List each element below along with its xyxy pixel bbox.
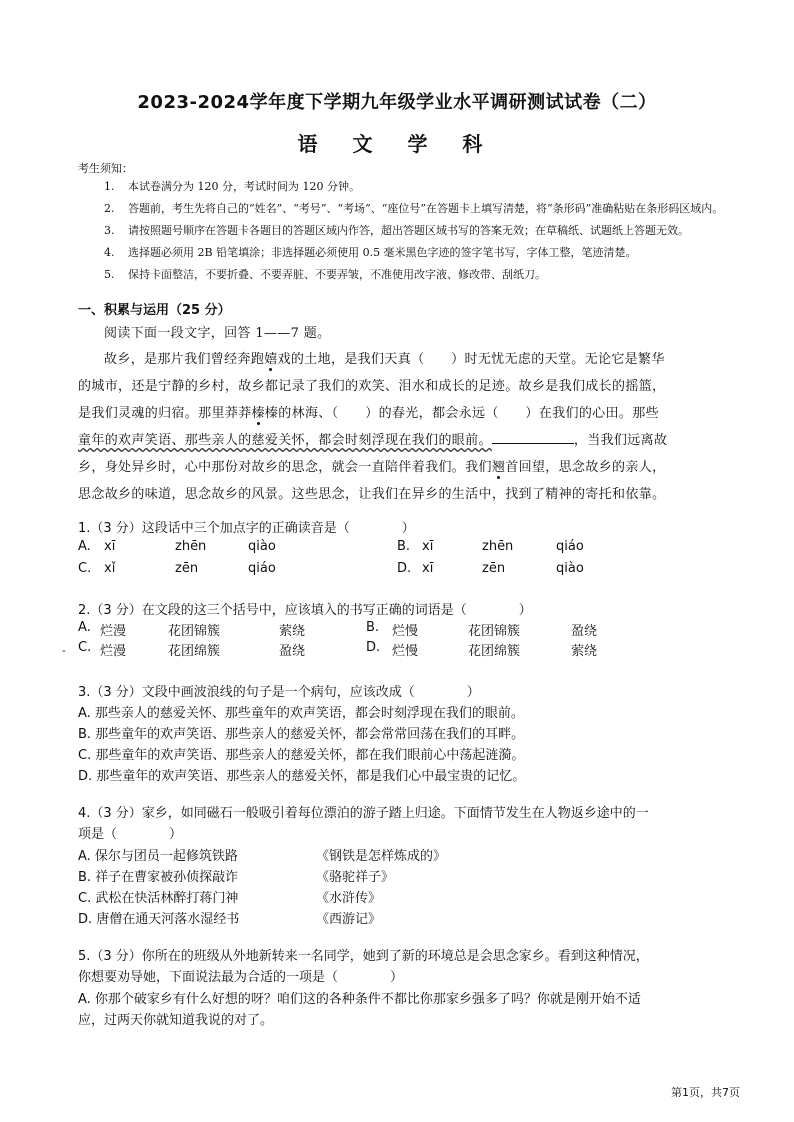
- q3-option-c: C. 那些童年的欢声笑语、那些亲人的慈爱关怀，都在我们眼前心中荡起涟漪。: [78, 748, 525, 763]
- subject-title: 语 文 学 科: [297, 132, 497, 156]
- notice-item: [104, 242, 744, 264]
- q2-option-a-3: 萦绕: [279, 624, 306, 639]
- q2-option-b-2: 花团锦簇: [468, 624, 521, 639]
- question-1-stem: 1.（3 分）这段话中三个加点字的正确读音是（ ）: [78, 521, 415, 536]
- notice-text: 答题前，考生先将自己的“姓名”、“考号”、“考场”、“座位号”在答题卡上填写清楚，将“条形码”准确粘贴在条形码区域内。: [128, 202, 724, 215]
- q1-option-c-3: qiáo: [248, 561, 276, 576]
- q4-option-d-book: 《西游记》: [316, 912, 382, 927]
- section-heading: 一、积累与运用（25 分）: [78, 303, 231, 318]
- answer-blank: [492, 431, 574, 444]
- q1-option-c-1: xǐ: [104, 561, 116, 576]
- q1-option-c-label: C.: [78, 561, 92, 576]
- q5-option-a-line-1: A. 你那个破家乡有什么好想的呀？咱们这的各种条件不都比你那家乡强多了吗？你就是刚开始不适: [78, 992, 641, 1007]
- q2-option-b-3: 盈绕: [571, 624, 598, 639]
- q4-option-b: B. 祥子在曹家被孙侦探敲诈: [78, 870, 239, 885]
- dotted-char: 嬉: [264, 352, 278, 367]
- q4-option-b-book: 《骆驼祥子》: [316, 870, 395, 885]
- q1-option-a-1: xī: [104, 539, 116, 554]
- passage-line-6: 思念故乡的味道，思念故乡的风景。这些思念，让我们在异乡的生活中，找到了精神的寄托和依靠。: [78, 487, 666, 502]
- q2-option-a-label: A.: [78, 620, 91, 635]
- q4-option-a: A. 保尔与团员一起修筑铁路: [78, 849, 238, 864]
- notice-num: 3.: [104, 224, 115, 237]
- passage-line-5: 乡，身处异乡时，心中那份对故乡的思念，就会一直陪伴着我们。我们翘首回望，思念故乡的亲人，: [78, 460, 666, 475]
- question-5-stem-1: 5.（3 分）你所在的班级从外地新转来一名同学，她到了新的环境总是会思念家乡。看到这种情况，: [78, 949, 649, 964]
- passage-line-4: 童年的欢声笑语、那些亲人的慈爱关怀，都会时刻浮现在我们的眼前。 ，当我们远离故: [78, 433, 668, 448]
- notice-num: 2.: [104, 202, 115, 215]
- q1-option-d-2: zēn: [482, 561, 506, 576]
- q4-option-c-book: 《水浒传》: [316, 891, 382, 906]
- notice-num: 1.: [104, 180, 115, 193]
- q5-option-a-line-2: 应，过两天你就知道我说的对了。: [78, 1013, 274, 1028]
- question-4-stem-1: 4.（3 分）家乡，如同磁石一般吸引着每位漂泊的游子踏上归途。下面情节发生在人物返乡途中的一: [78, 806, 649, 821]
- wavy-underlined-sentence: 童年的欢声笑语、那些亲人的慈爱关怀，都会时刻浮现在我们的眼前。: [78, 433, 492, 448]
- q2-option-c-label: C.: [78, 640, 92, 655]
- dotted-char: 榛: [251, 406, 265, 421]
- q4-option-d: D. 唐僧在通天河落水湿经书: [78, 912, 240, 927]
- q3-option-b: B. 那些童年的欢声笑语、那些亲人的慈爱关怀，都会常常回荡在我们的耳畔。: [78, 727, 525, 742]
- notice-text: 保持卡面整洁，不要折叠、不要弄脏、不要弄皱，不准使用改字液、修改带、刮纸刀。: [128, 268, 546, 281]
- passage-line-2: 的城市，还是宁静的乡村，故乡都记录了我们的欢笑、泪水和成长的足迹。故乡是我们成长的摇篮，: [78, 379, 666, 394]
- q1-option-b-3: qiáo: [556, 539, 584, 554]
- margin-mark: -: [62, 644, 66, 657]
- notice-item: [104, 264, 744, 286]
- exam-title: 2023-2024学年度下学期九年级学业水平调研测试试卷（二）: [137, 92, 657, 113]
- question-5-stem-2: 你想要劝导她，下面说法最为合适的一项是（ ）: [78, 970, 404, 985]
- q1-option-d-1: xī: [422, 561, 434, 576]
- q1-option-b-1: xī: [422, 539, 434, 554]
- notice-item: [104, 198, 744, 220]
- question-2-stem: 2.（3 分）在文段的这三个括号中，应该填入的书写正确的词语是（ ）: [78, 603, 532, 618]
- q1-option-b-2: zhēn: [482, 539, 514, 554]
- q2-option-d-label: D.: [366, 640, 381, 655]
- q4-option-a-book: 《钢铁是怎样炼成的》: [316, 849, 447, 864]
- passage-intro: 阅读下面一段文字，回答 1——7 题。: [104, 326, 331, 341]
- q2-option-d-2: 花团绵簇: [468, 644, 521, 659]
- q2-option-c-1: 烂漫: [100, 644, 127, 659]
- q2-option-b-1: 烂慢: [392, 624, 419, 639]
- notice-item: [104, 176, 744, 198]
- q1-option-a-label: A.: [78, 539, 91, 554]
- q1-option-d-label: D.: [397, 561, 412, 576]
- q1-option-a-2: zhēn: [175, 539, 207, 554]
- notice-text: 本试卷满分为 120 分，考试时间为 120 分钟。: [128, 180, 360, 193]
- q3-option-d: D. 那些童年的欢声笑语、那些亲人的慈爱关怀，都是我们心中最宝贵的记忆。: [78, 769, 526, 784]
- q1-option-b-label: B.: [397, 539, 411, 554]
- q2-option-b-label: B.: [366, 620, 380, 635]
- passage-line-3: 是我们灵魂的归宿。那里莽莽榛榛的林海、（ ）的春光，都会永远（ ）在我们的心田。那些: [78, 406, 659, 421]
- page-number: 第1页，共7页: [671, 1086, 740, 1099]
- question-4-stem-2: 项是（ ）: [78, 827, 183, 842]
- q2-option-d-3: 萦绕: [571, 644, 598, 659]
- notice-text: 选择题必须用 2B 铅笔填涂；非选择题必须使用 0.5 毫米黑色字迹的签字笔书写，字体工整，笔迹清楚。: [128, 246, 637, 259]
- q2-option-d-1: 烂慢: [392, 644, 419, 659]
- q2-option-c-2: 花团绵簇: [168, 644, 221, 659]
- notice-num: 4.: [104, 246, 115, 259]
- notice-text: 请按照题号顺序在答题卡各题目的答题区域内作答，超出答题区域书写的答案无效；在草稿纸、试题纸上答题无效。: [128, 224, 689, 237]
- q1-option-c-2: zēn: [175, 561, 199, 576]
- q1-option-d-3: qiào: [556, 561, 584, 576]
- notice-item: [104, 220, 744, 242]
- q2-option-c-3: 盈绕: [279, 644, 306, 659]
- q4-option-c: C. 武松在快活林醉打蒋门神: [78, 891, 239, 906]
- q2-option-a-1: 烂漫: [100, 624, 127, 639]
- notice-list: [104, 176, 744, 286]
- dotted-char: 翘: [491, 460, 506, 475]
- passage-line-1: 故乡，是那片我们曾经奔跑嬉戏的土地，是我们天真（ ）时无忧无虑的天堂。无论它是繁华: [104, 352, 665, 367]
- q1-option-a-3: qiào: [248, 539, 276, 554]
- q2-option-a-2: 花团锦簇: [168, 624, 221, 639]
- notice-heading: 考生须知：: [78, 162, 133, 175]
- notice-num: 5.: [104, 268, 115, 281]
- q3-option-a: A. 那些亲人的慈爱关怀、那些童年的欢声笑语，都会时刻浮现在我们的眼前。: [78, 706, 524, 721]
- question-3-stem: 3.（3 分）文段中画波浪线的句子是一个病句，应该改成（ ）: [78, 685, 480, 700]
